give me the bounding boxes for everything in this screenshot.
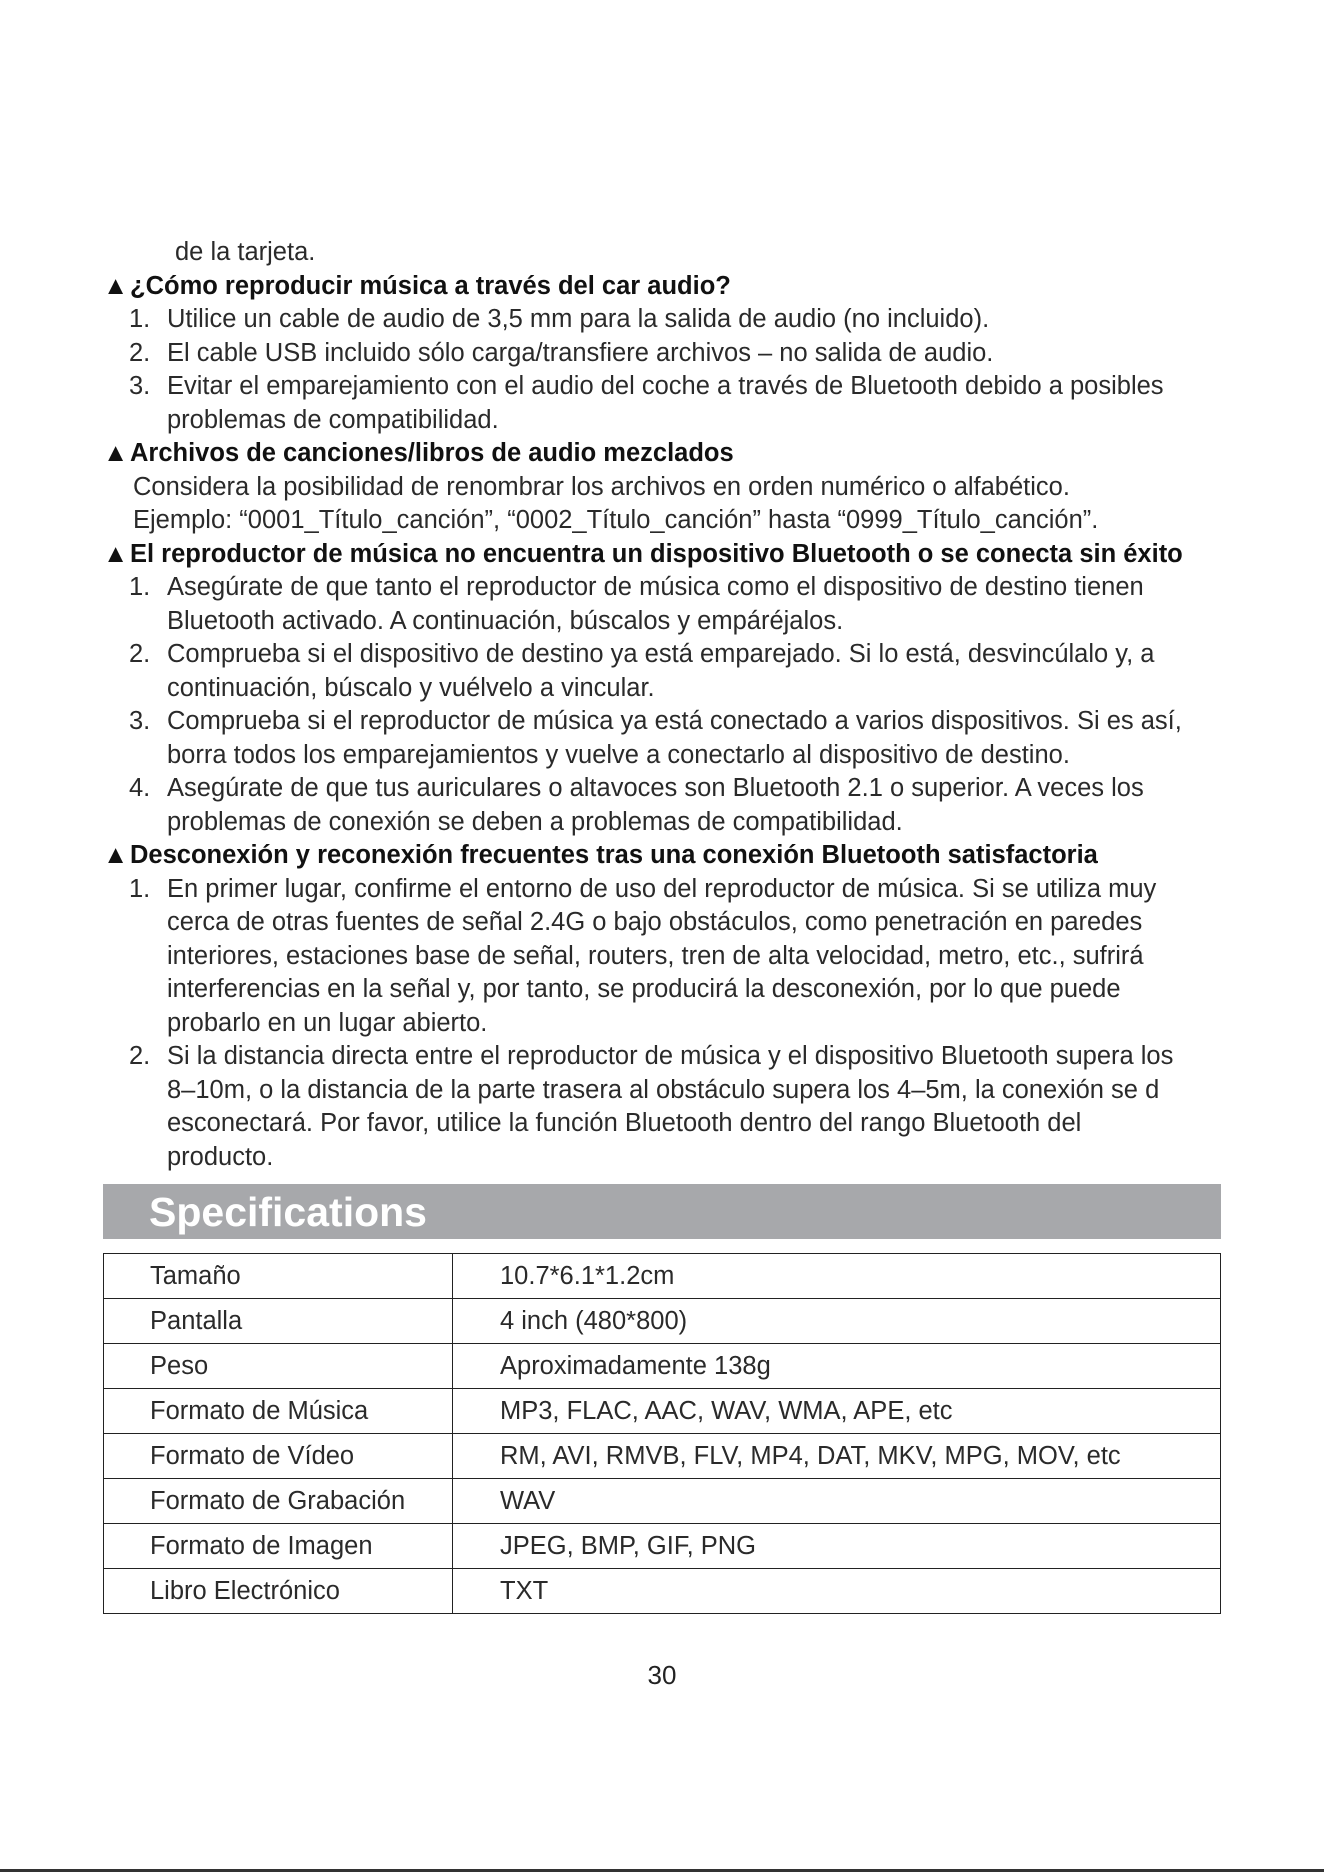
spec-label: Peso [104,1344,453,1389]
list-item-line: probarlo en un lugar abierto. [167,1008,488,1037]
specifications-table [103,1253,1221,1614]
list-item-line: 8–10m, o la distancia de la parte trasera al obstáculo supera los 4–5m, la conexión se d [167,1075,1160,1104]
table-row [104,1434,1221,1479]
table-row [104,1299,1221,1344]
table-row [104,1389,1221,1434]
spec-label: Formato de Grabación [104,1479,453,1524]
list-item-line: Comprueba si el reproductor de música ya está conectado a varios dispositivos. Si es así, [167,707,1182,735]
list-item-text [167,1040,1225,1174]
spec-value: JPEG, BMP, GIF, PNG [453,1524,1221,1569]
list-item-text [167,337,1225,371]
list-item [103,571,1225,638]
list-item-number: 4. [129,774,151,802]
list-item-text [167,571,1225,638]
list-item-line: interiores, estaciones base de señal, routers, tren de alta velocidad, metro, etc., sufrirá [167,941,1144,970]
triangle-marker-icon: ▲ [103,439,129,467]
faq-content [103,236,1225,1174]
section-heading-text: ¿Cómo reproducir música a través del car audio? [130,271,731,300]
list-item-text [167,873,1225,1041]
spec-value: 4 inch (480*800) [453,1299,1221,1344]
list-item-line: producto. [167,1142,274,1171]
list-item-line: Utilice un cable de audio de 3,5 mm para la salida de audio (no incluido). [167,305,990,333]
paragraph-line: Considera la posibilidad de renombrar los archivos en orden numérico o alfabético. [133,472,1070,501]
list-item-line: Comprueba si el dispositivo de destino ya está emparejado. Si lo está, desvincúlalo y, a [167,640,1155,668]
spec-label: Formato de Imagen [104,1524,453,1569]
list-item-line: continuación, búscalo y vuélvelo a vincular. [167,673,655,702]
list-item-line: Asegúrate de que tanto el reproductor de música como el dispositivo de destino tienen [167,573,1144,601]
spec-value: Aproximadamente 138g [453,1344,1221,1389]
list-item [103,303,1225,337]
list-item-line: Evitar el emparejamiento con el audio del coche a través de Bluetooth debido a posibles [167,372,1164,400]
table-row [104,1479,1221,1524]
list-item-number: 1. [129,573,151,601]
section-heading-text: Desconexión y reconexión frecuentes tras una conexión Bluetooth satisfactoria [130,841,1098,869]
list-item-line: Bluetooth activado. A continuación, búscalos y empáréjalos. [167,606,844,635]
spec-value: RM, AVI, RMVB, FLV, MP4, DAT, MKV, MPG, MOV, etc [453,1434,1221,1479]
list-item [103,638,1225,705]
list-item-line: cerca de otras fuentes de señal 2.4G o bajo obstáculos, como penetración en paredes [167,908,1143,936]
list-item [103,772,1225,839]
list-item-number: 1. [129,305,151,333]
list-item-line: El cable USB incluido sólo carga/transfiere archivos – no salida de audio. [167,338,994,367]
triangle-marker-icon: ▲ [103,271,129,300]
page-number: 30 [647,1660,677,1690]
list-item [103,873,1225,1041]
list-item-text [167,303,1225,337]
list-item [103,1040,1225,1174]
list-item-line: En primer lugar, confirme el entorno de uso del reproductor de música. Si se utiliza muy [167,874,1157,903]
list-item-text [167,638,1225,705]
list-item-line: esconectará. Por favor, utilice la función Bluetooth dentro del rango Bluetooth del [167,1109,1082,1137]
list-item-number: 1. [129,874,151,903]
list-item-line: Asegúrate de que tus auriculares o altavoces son Bluetooth 2.1 o superior. A veces los [167,774,1144,802]
section-heading [103,538,1225,572]
specifications-title: Specifications [149,1189,427,1235]
spec-value: MP3, FLAC, AAC, WAV, WMA, APE, etc [453,1389,1221,1434]
list-item-number: 3. [129,707,151,735]
triangle-marker-icon: ▲ [103,841,129,869]
spec-value: TXT [453,1569,1221,1614]
spec-value: WAV [453,1479,1221,1524]
list-item-text [167,370,1225,437]
list-item-line: problemas de compatibilidad. [167,405,499,434]
specifications-banner [103,1184,1221,1239]
list-item-number: 3. [129,372,151,400]
list-item-number: 2. [129,640,151,668]
list-item-line: interferencias en la señal y, por tanto, se producirá la desconexión, por lo que puede [167,975,1121,1003]
section-heading [103,437,1225,471]
list-item-line: problemas de conexión se deben a problemas de compatibilidad. [167,807,903,836]
list-item [103,337,1225,371]
spec-label: Formato de Vídeo [104,1434,453,1479]
list-item-text [167,772,1225,839]
table-row [104,1254,1221,1299]
list-item [103,705,1225,772]
section-heading-text: El reproductor de música no encuentra un dispositivo Bluetooth o se conecta sin éxito [130,539,1183,568]
paragraph-line: Ejemplo: “0001_Título_canción”, “0002_Título_canción” hasta “0999_Título_canción”. [133,506,1099,534]
list-item-line: borra todos los emparejamientos y vuelve a conectarlo al dispositivo de destino. [167,740,1070,769]
table-row [104,1524,1221,1569]
list-item-number: 2. [129,338,151,367]
spec-label: Pantalla [104,1299,453,1344]
table-row [104,1569,1221,1614]
intro-line: de la tarjeta. [175,238,316,266]
section-heading-text: Archivos de canciones/libros de audio mezclados [130,439,734,467]
list-item-number: 2. [129,1042,151,1070]
section-heading [103,270,1225,304]
spec-value: 10.7*6.1*1.2cm [453,1254,1221,1299]
triangle-marker-icon: ▲ [103,539,129,568]
spec-label: Formato de Música [104,1389,453,1434]
list-item-line: Si la distancia directa entre el reproductor de música y el dispositivo Bluetooth supera los [167,1042,1174,1070]
list-item [103,370,1225,437]
spec-label: Libro Electrónico [104,1569,453,1614]
list-item-text [167,705,1225,772]
section-heading [103,839,1225,873]
table-row [104,1344,1221,1389]
spec-label: Tamaño [104,1254,453,1299]
